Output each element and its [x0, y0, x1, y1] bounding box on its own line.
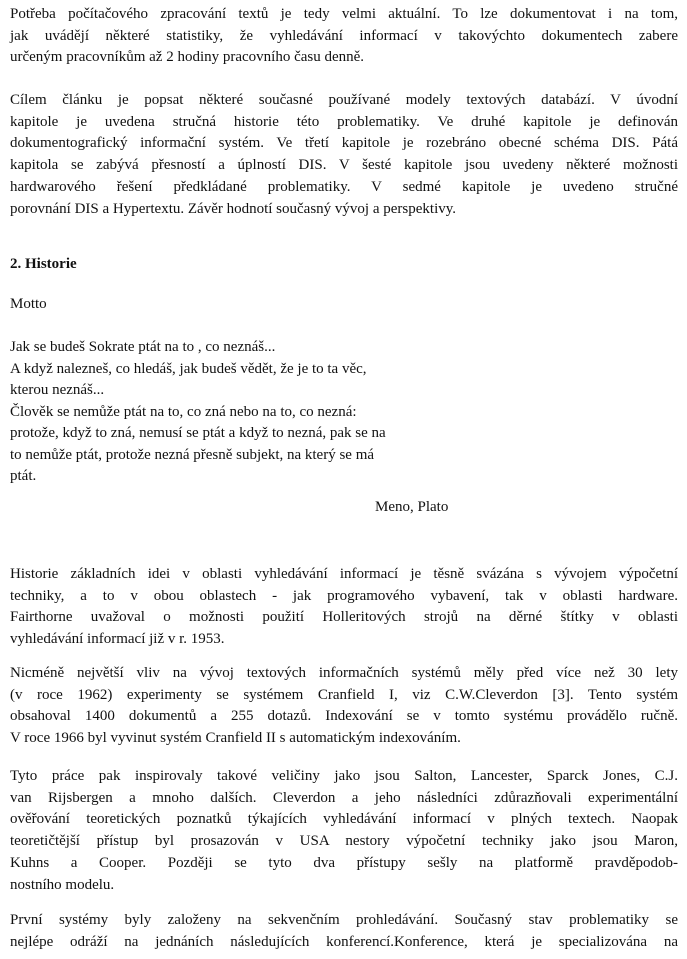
- text-line: jak uvádějí některé statistiky, že vyhledávání informací v takovýchto dokumentech zabere: [10, 27, 678, 44]
- quote-line: kterou neznáš...: [10, 382, 105, 398]
- text-line: nejlépe odráží na jednáních následujících konferencí.Konference, která je specializována na: [10, 933, 678, 950]
- text-line: hardwarového řešení předkládané problematiky. V sedmé kapitole je uvedeno stručné: [10, 178, 678, 195]
- history-paragraph-1: [10, 564, 678, 651]
- text-line: obsahoval 1400 dokumentů a 255 dotazů. Indexování se v tomto systému provádělo ručně.: [10, 708, 678, 725]
- text-line: Tyto práce pak inspirovaly takové veličiny jako jsou Salton, Lancester, Sparck Jones, C.J.: [10, 768, 678, 784]
- text-line: První systémy byly založeny na sekvenčním prohledávání. Současný stav problematiky se: [10, 912, 678, 928]
- quote-line: Jak se budeš Sokrate ptát na to , co neznáš...: [10, 339, 276, 355]
- text-line: porovnání DIS a Hypertextu. Závěr hodnotí současný vývoj a perspektivy.: [10, 200, 457, 217]
- text-line: dokumentografický informační systém. Ve třetí kapitole je rozebráno obecné schéma DIS. Pátá: [10, 135, 678, 152]
- text-line: Kuhns a Cooper. Později se tyto dva přístupy sešly na platformě pravděpodob-: [10, 854, 678, 871]
- quote-line: to nemůže ptát, protože nezná přesně subjekt, na který se má: [10, 446, 375, 463]
- text-line: nostního modelu.: [10, 876, 115, 893]
- text-line: teoretičtější přístup byl prosazován v USA nestory výpočetní techniky jako jsou Maron,: [10, 833, 678, 850]
- text-line: V roce 1966 byl vyvinut systém Cranfield II s automatickým indexováním.: [10, 730, 461, 747]
- quote-line: A když nalezneš, co hledáš, jak budeš vědět, že je to ta věc,: [10, 360, 367, 377]
- text-line: van Rijsbergen a mnoho dalších. Cleverdon a jeho následníci zdůrazňovali experimentální: [10, 789, 678, 806]
- text-line: kapitole je uvedena stručná historie této problematiky. Ve druhé kapitole je definován: [10, 113, 678, 130]
- quote-line: Člověk se nemůže ptát na to, co zná nebo na to, co nezná:: [10, 403, 357, 420]
- quote-attribution: Meno, Plato: [375, 499, 449, 515]
- text-line: Fairthorne uvažoval o možnosti použití Holleritových strojů na děrné štítky v oblasti: [10, 609, 678, 626]
- text-line: vyhledávání informací již v r. 1953.: [10, 631, 225, 648]
- motto-quote: [10, 337, 465, 488]
- intro-paragraph-2: [10, 90, 678, 220]
- text-line: Cílem článku je popsat některé současné používané modely textových databází. V úvodní: [10, 92, 678, 108]
- history-paragraph-4: [10, 910, 678, 953]
- history-paragraph-3: [10, 766, 678, 896]
- text-line: Nicméně největší vliv na vývoj textových informačních systémů měly před více než 30 lety: [10, 665, 678, 681]
- quote-line: protože, když to zná, nemusí se ptát a když to nezná, pak se na: [10, 425, 386, 441]
- text-line: kapitola se zabývá přesností a úplností DIS. V šesté kapitole jsou uvedeny některé možnosti: [10, 157, 678, 174]
- text-line: Historie základních idei v oblasti vyhledávání informací je těsně svázána s vývojem výpočetní: [10, 566, 678, 582]
- motto-label: Motto: [10, 296, 47, 312]
- section-heading: 2. Historie: [10, 256, 77, 272]
- quote-line: ptát.: [10, 468, 37, 484]
- text-line: určeným pracovníkům až 2 hodiny pracovního času denně.: [10, 49, 365, 66]
- text-line: Potřeba počítačového zpracování textů je tedy velmi aktuální. To lze dokumentovat i na tom,: [10, 6, 678, 22]
- text-line: (v roce 1962) experimenty se systémem Cranfield I, viz C.W.Cleverdon [3]. Tento systém: [10, 686, 678, 703]
- text-line: ověřování teoretických poznatků týkajících vyhledávání informací v plných textech. Naopak: [10, 811, 678, 828]
- intro-paragraph-1: [10, 4, 678, 69]
- text-line: techniky, a to v obou oblastech - jak programového vybavení, tak v oblasti hardware.: [10, 587, 678, 604]
- history-paragraph-2: [10, 663, 678, 750]
